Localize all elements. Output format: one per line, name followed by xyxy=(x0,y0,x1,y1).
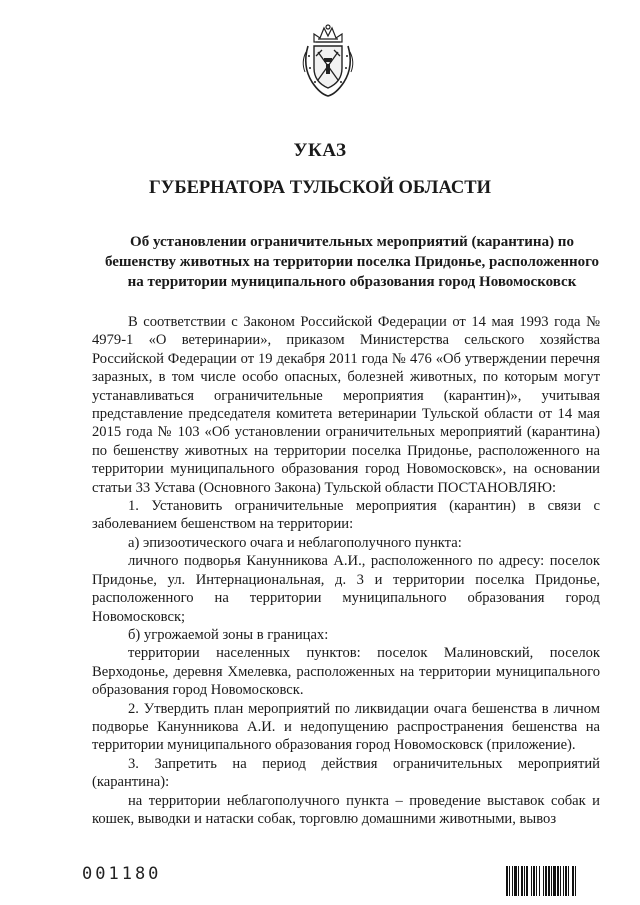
title-line-1: Об установлении ограничительных мероприятий (карантина) по xyxy=(130,234,574,250)
title-line-3: на территории муниципального образования город Новомосковск xyxy=(127,274,577,290)
item-3-paragraph-text: на территории неблагополучного пункта – проведение выставок собак и кошек, выводки и натаски собак, торговлю домашними животными, вывоз xyxy=(92,792,600,827)
document-issuer: ГУБЕРНАТОРА ТУЛЬСКОЙ ОБЛАСТИ xyxy=(149,178,491,198)
document-body xyxy=(92,313,600,828)
tula-coat-of-arms-icon xyxy=(298,22,358,98)
barcode-icon xyxy=(506,866,610,896)
item-1b-heading: б) угрожаемой зоны в границах: xyxy=(128,626,329,643)
serial-number: 001180 xyxy=(82,864,162,884)
preamble-paragraph: В соответствии с Законом Российской Федерации от 14 мая 1993 года № 4979-1 «О ветеринарии», приказом Министерства сельского хозяйства Российской Федерации от 19 декабря 2011 года № 476 «Об утверждении перечня заразных, в том числе особо опасных, болезней животных, по которым могут устанавливаться ограничительные мероприятия (карантин)», учитывая представление председателя комитета ветеринарии Тульской области от 14 мая 2015 года № 103 «Об установлении ограничительных мероприятий (карантина) по бешенству животных на территории поселка Придонье, расположенного на территории муниципального образования город Новомосковск», на основании статьи 33 Устава (Основного Закона) Тульской области ПОСТАНОВЛЯЮ: xyxy=(92,314,600,496)
document-title xyxy=(92,232,612,292)
item-1b-paragraph: территории населенных пунктов: поселок Малиновский, поселок Верходонье, деревня Хмелевка, расположенных на территории муниципального образования город Новомосковск. xyxy=(92,645,600,699)
item-1a-heading: а) эпизоотического очага и неблагополучного пункта: xyxy=(128,534,462,551)
document-type: УКАЗ xyxy=(293,140,347,161)
item-1-paragraph: 1. Установить ограничительные мероприятия (карантин) в связи с заболеванием бешенством на территории: xyxy=(92,498,600,533)
item-1a-paragraph: личного подворья Канунникова А.И., расположенного по адресу: поселок Придонье, ул. Интернациональная, д. 3 и территории поселка Придонье, расположенного на территории муниципального образования город Новомосковск; xyxy=(92,553,600,625)
title-line-2: бешенству животных на территории поселка Придонье, расположенного xyxy=(104,254,600,270)
item-2-paragraph: 2. Утвердить план мероприятий по ликвидации очага бешенства в личном подворье Канунникова А.И. и недопущению распространения бешенства на территории муниципального образования город Новомосковск (приложение). xyxy=(92,700,600,754)
item-3-paragraph: 3. Запретить на период действия ограничительных мероприятий (карантина): xyxy=(92,755,600,791)
